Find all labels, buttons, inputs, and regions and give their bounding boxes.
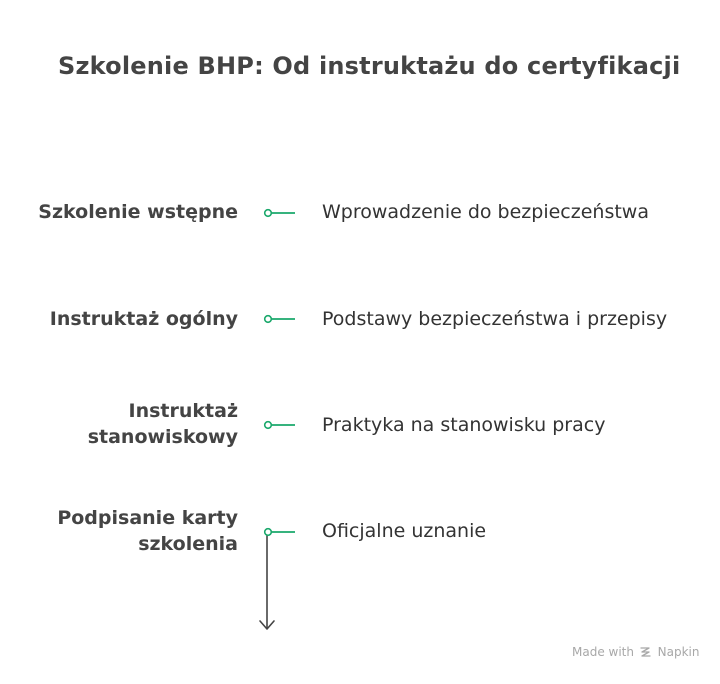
step-label-2 bbox=[8, 306, 238, 332]
step-description-1: Wprowadzenie do bezpieczeństwa bbox=[322, 201, 649, 223]
step-connector-4 bbox=[265, 529, 295, 536]
step-label-3-line-2: stanowiskowy bbox=[87, 426, 238, 448]
step-label-1 bbox=[8, 199, 238, 225]
napkin-logo-icon bbox=[640, 646, 651, 658]
step-description-4: Oficjalne uznanie bbox=[322, 520, 487, 542]
step-description-2: Podstawy bezpieczeństwa i przepisy bbox=[322, 308, 668, 330]
step-connector-2 bbox=[265, 316, 295, 323]
diagram-title: Szkolenie BHP: Od instruktażu do certyfikacji bbox=[58, 52, 681, 80]
made-with-napkin-footer[interactable] bbox=[572, 645, 699, 659]
step-label-3-line-1: Instruktaż bbox=[128, 400, 238, 422]
step-connector-3 bbox=[265, 422, 295, 429]
napkin-brand-text: Napkin bbox=[657, 645, 700, 659]
step-label-3 bbox=[8, 398, 238, 450]
step-label-1-text: Szkolenie wstępne bbox=[38, 201, 238, 223]
step-label-2-text: Instruktaż ogólny bbox=[49, 308, 238, 330]
step-label-4-line-1: Podpisanie karty bbox=[57, 507, 238, 529]
step-label-4-line-2: szkolenia bbox=[138, 533, 238, 555]
step-label-4 bbox=[8, 505, 238, 557]
step-description-3: Praktyka na stanowisku pracy bbox=[322, 414, 606, 436]
made-with-text: Made with bbox=[572, 645, 634, 659]
step-connector-1 bbox=[265, 210, 295, 217]
